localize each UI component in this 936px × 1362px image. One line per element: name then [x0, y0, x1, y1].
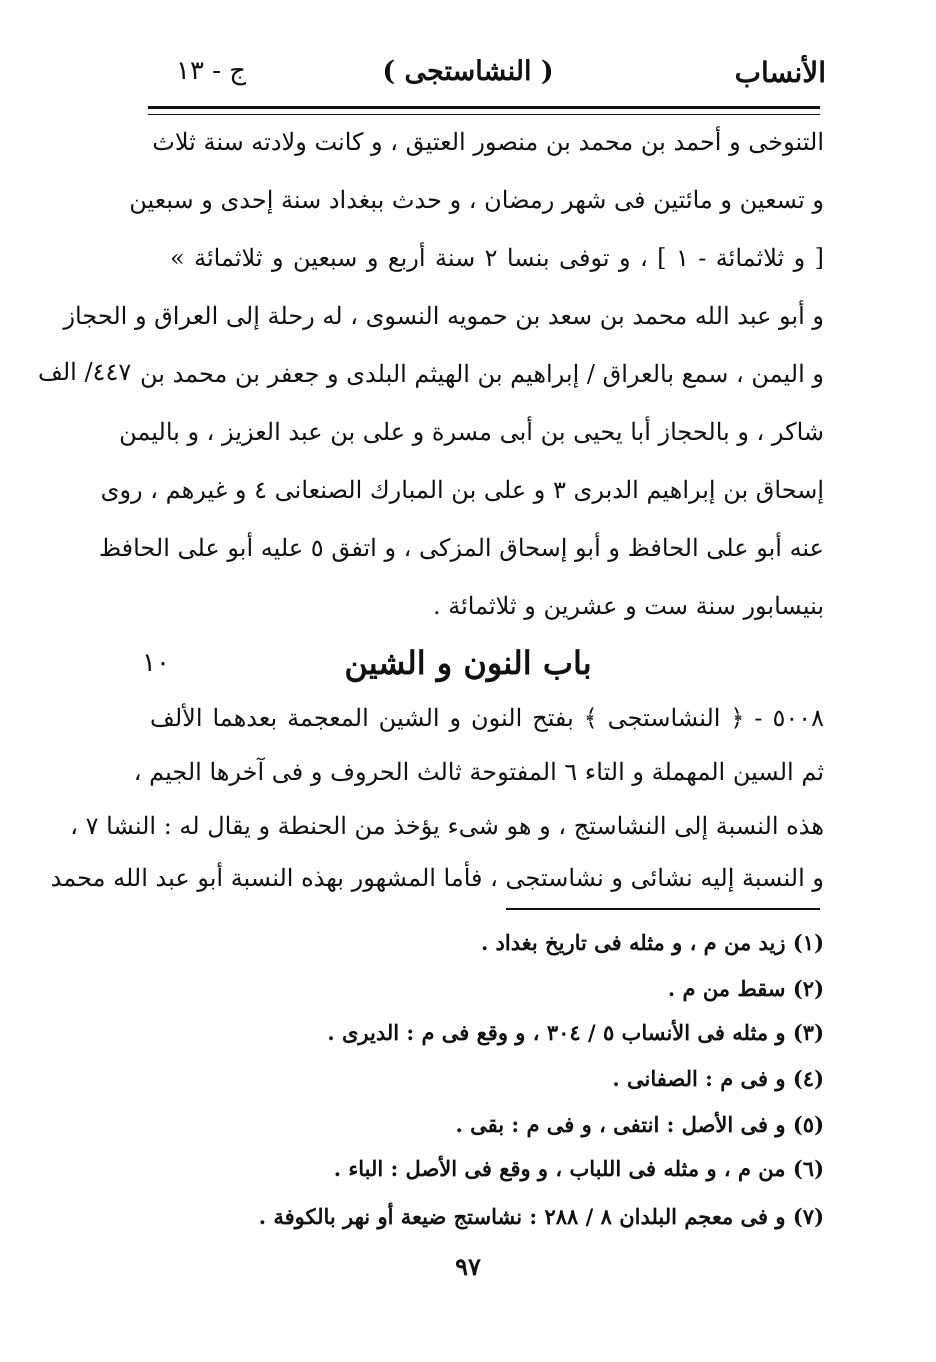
footnote: (٧) و فى معجم البلدان ٨ / ٢٨٨ : نشاستج ضيعة أو نهر بالكوفة .	[258, 1204, 824, 1229]
header-rule-thin	[148, 114, 820, 115]
body-line: شاكر ، و بالحجاز أبا يحيى بن أبى مسرة و على بن عبد العزيز ، و باليمن	[119, 418, 824, 446]
footnote: (٢) سقط من م .	[667, 976, 824, 1001]
footnote: (٦) من م ، و مثله فى اللباب ، و وقع فى الأصل : الباء .	[333, 1156, 824, 1181]
margin-folio: ٤٤٧/ الف	[38, 358, 132, 386]
header-book-title: الأنساب	[734, 56, 826, 89]
footnote: (١) زيد من م ، و مثله فى تاريخ بغداد .	[480, 930, 824, 955]
body-line: و تسعين و مائتين فى شهر رمضان ، و حدث ببغداد سنة إحدى و سبعين	[129, 186, 824, 214]
header-entry-title: ( النشاستجى )	[382, 56, 554, 87]
entry-line: هذه النسبة إلى النشاستج ، و هو شىء يؤخذ من الحنطة و يقال له : النشا ٧ ،	[70, 812, 824, 840]
entry-line: ثم السين المهملة و التاء ٦ المفتوحة ثالث الحروف و فى آخرها الجيم ،	[133, 758, 824, 786]
entry-line: و النسبة إليه نشائى و نشاستجى ، فأما المشهور بهذه النسبة أبو عبد الله محمد	[50, 864, 824, 892]
header-rule	[148, 106, 820, 109]
body-line: بنيسابور سنة ست و عشرين و ثلاثمائة .	[433, 592, 824, 620]
header-volume: ج - ١٣	[176, 56, 247, 86]
body-line: و اليمن ، سمع بالعراق / إبراهيم بن الهيثم البلدى و جعفر بن محمد بن	[140, 360, 824, 388]
margin-line-number: ١٠	[142, 648, 170, 678]
entry-line: ٥٠٠٨ - ﴿ النشاستجى ﴾ بفتح النون و الشين المعجمة بعدهما الألف	[150, 704, 824, 732]
footnote: (٤) و فى م : الصفانى .	[612, 1066, 824, 1091]
footnote-rule	[506, 908, 820, 910]
page-number: ٩٧	[455, 1252, 481, 1281]
section-title: باب النون و الشين	[344, 644, 592, 682]
body-line: [ و ثلاثمائة - ١ ] ، و توفى بنسا ٢ سنة أربع و سبعين و ثلاثمائة »	[170, 244, 824, 272]
body-line: التنوخى و أحمد بن محمد بن منصور العتيق ، و كانت ولادته سنة ثلاث	[152, 128, 824, 156]
body-line: إسحاق بن إبراهيم الدبرى ٣ و على بن المبارك الصنعانى ٤ و غيرهم ، روى	[100, 476, 824, 504]
body-line: و أبو عبد الله محمد بن سعد بن حمويه النسوى ، له رحلة إلى العراق و الحجاز	[63, 302, 824, 330]
body-line: عنه أبو على الحافظ و أبو إسحاق المزكى ، و اتفق ٥ عليه أبو على الحافظ	[98, 534, 824, 562]
footnote: (٣) و مثله فى الأنساب ٥ / ٣٠٤ ، و وقع فى م : الديرى .	[327, 1020, 824, 1045]
footnote: (٥) و فى الأصل : انتفى ، و فى م : بقى .	[455, 1112, 824, 1137]
